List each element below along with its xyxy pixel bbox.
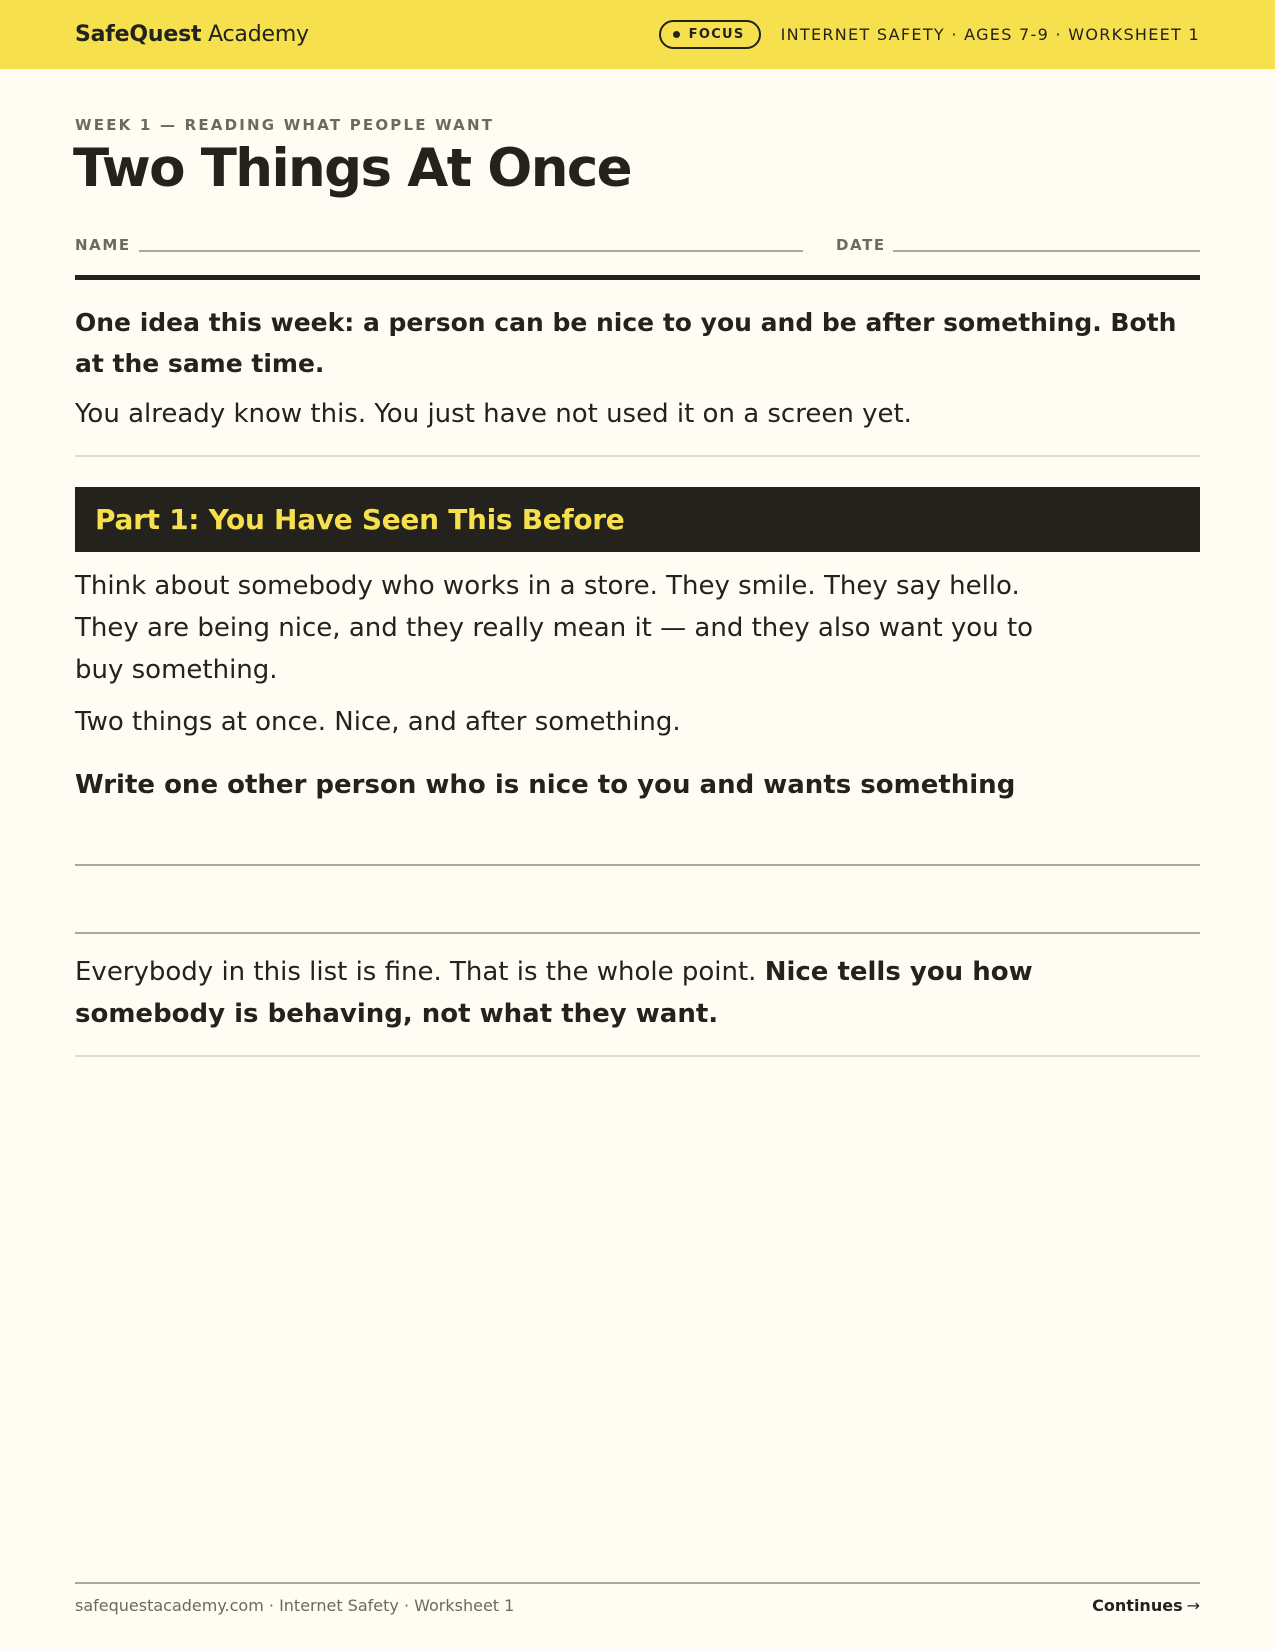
date-label: DATE — [836, 236, 886, 254]
name-date-row — [75, 236, 1200, 256]
answer-line-2[interactable] — [75, 932, 1200, 934]
continues-label: Continues — [1092, 1596, 1183, 1615]
date-field[interactable] — [893, 250, 1200, 252]
intro-divider — [75, 455, 1200, 457]
brand-name-strong: SafeQuest — [75, 22, 202, 47]
arrow-right-icon: → — [1186, 1596, 1200, 1615]
heavy-divider — [75, 275, 1200, 280]
name-field[interactable] — [139, 250, 803, 252]
section-header-part-1 — [75, 487, 1200, 552]
answer-line-1[interactable] — [75, 864, 1200, 866]
intro-body: You already know this. You just have not used it on a screen yet. — [75, 399, 912, 429]
part1-paragraph-1: Think about somebody who works in a store. They smile. They say hello. They are being nice, and they really mean it — and they also want you to buy something. — [75, 571, 1034, 685]
intro-lead: One idea this week: a person can be nice to you and be after something. Both at the same time. — [75, 308, 1177, 378]
closing-plain: Everybody in this list is fine. That is the whole point. — [75, 957, 757, 987]
page-title: Two Things At Once — [73, 138, 632, 199]
closing-bold: Nice tells you how somebody is behaving, not what they want. — [75, 957, 1033, 1029]
footer-continues — [1092, 1596, 1200, 1615]
brand-logo — [75, 22, 309, 47]
focus-badge — [659, 20, 761, 49]
dot-icon — [673, 31, 680, 38]
worksheet-meta: INTERNET SAFETY · AGES 7-9 · WORKSHEET 1 — [780, 25, 1200, 44]
footer-source: safequestacademy.com · Internet Safety · Worksheet 1 — [75, 1596, 515, 1615]
top-banner — [0, 0, 1275, 69]
footer-divider — [75, 1582, 1200, 1584]
part1-paragraph-2: Two things at once. Nice, and after something. — [75, 707, 681, 737]
brand-name-light: Academy — [208, 22, 309, 47]
name-label: NAME — [75, 236, 131, 254]
closing-text — [75, 951, 1055, 1035]
week-eyebrow: WEEK 1 — READING WHAT PEOPLE WANT — [75, 116, 495, 134]
banner-meta-group — [659, 20, 1200, 49]
section-title: Part 1: You Have Seen This Before — [95, 503, 625, 536]
focus-label: FOCUS — [688, 27, 745, 42]
writing-prompt: Write one other person who is nice to you and wants something — [75, 770, 1016, 800]
closing-divider — [75, 1055, 1200, 1057]
